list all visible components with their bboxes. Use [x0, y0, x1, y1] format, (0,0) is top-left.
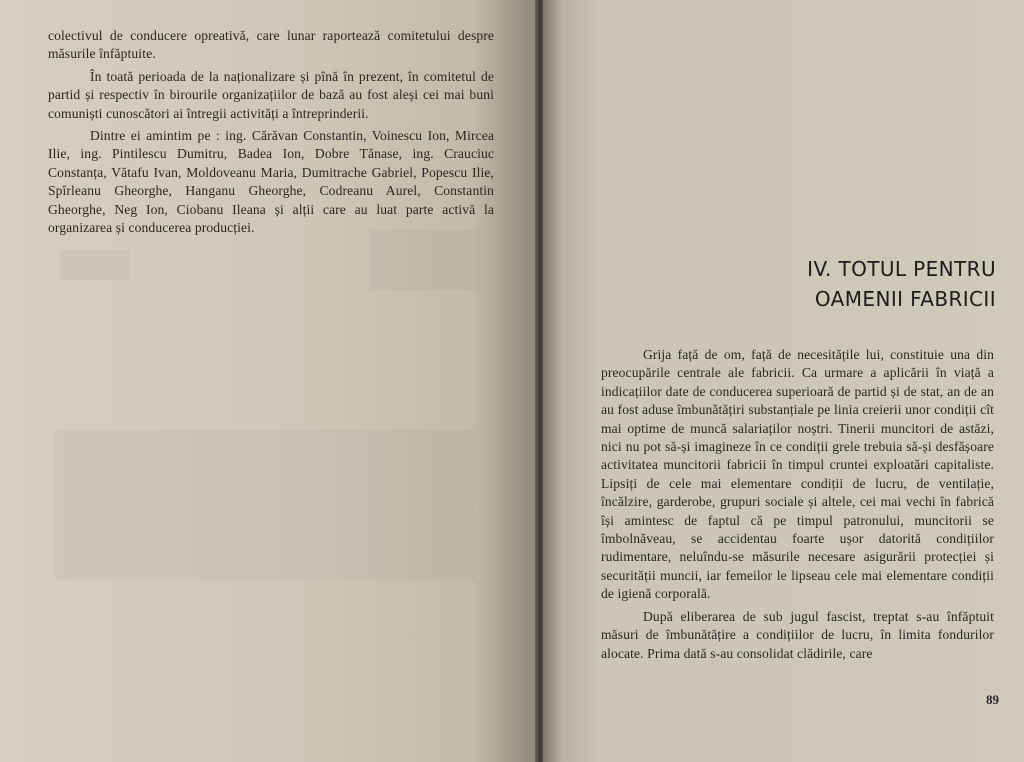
- paragraph: Grija față de om, față de necesitățile lui, constituie una din preocupările centrale ale fabricii. Ca urmare a aplicării în viață a indicațiilor date de conducerea superioară de partid și de stat, an de an au fost aduse îmbunătățiri substanțiale pe linia creierii unor condiții cît mai optime de muncă salariaților noștri. Tinerii muncitori de astăzi, nici nu pot să-și imagineze în ce condiții grele trebuia să-și desfășoare activitatea muncitorii fabricii în timpul cruntei exploatări capitaliste. Lipsiți de cele mai elementare condiții de lucru, de ventilație, încălzire, garderobe, grupuri sociale și altele, cei mai vechi în fabrică își amintesc de faptul că pe timpul patronului, muncitorii se îmbolnăveau, se accidentau foarte ușor datorită condițiilor rudimentare, neluîndu-se măsurile necesare asigurării protecției și securității muncii, iar femeilor le lipseau cele mai elementare condiții de igienă corporală.: [601, 347, 994, 602]
- chapter-heading: [733, 254, 996, 314]
- paragraph: În toată perioada de la naționalizare și pînă în prezent, în comitetul de partid și respectiv în birourile organizațiilor de bază au fost aleși cei mai buni comuniști cunoscători ai întregii activități a întreprinderii.: [48, 68, 494, 121]
- paragraph: colectivul de conducere opreativă, care lunar raportează comitetului despre măsurile înfăptuite.: [48, 28, 494, 62]
- show-through-shadow: [60, 250, 130, 280]
- chapter-heading-line: OAMENII FABRICII: [814, 287, 996, 311]
- right-page-text: [601, 346, 994, 667]
- show-through-shadow: [55, 430, 475, 580]
- paragraph: Dintre ei amintim pe : ing. Cărăvan Constantin, Voinescu Ion, Mircea Ilie, ing. Pintilescu Dumitru, Badea Ion, Dobre Tănase, ing. Crauciuc Constanța, Vătafu Ivan, Moldoveanu Maria, Dumitrache Gabriel, Popescu Ilie, Spîrleanu Gheorghe, Hanganu Gheorghe, Codreanu Aurel, Constantin Gheorghe, Neg Ion, Ciobanu Ileana și alții care au luat parte activă la organizarea și conducerea producției.: [48, 128, 494, 236]
- left-page-text: [48, 27, 494, 241]
- right-page: [543, 0, 1024, 762]
- chapter-heading-line: IV. TOTUL PENTRU: [807, 257, 996, 281]
- page-number: 89: [986, 692, 999, 707]
- paragraph: După eliberarea de sub jugul fascist, treptat s-au înfăptuit măsuri de îmbunătățire a condițiilor de lucru, în limita fondurilor alocate. Prima dată s-au consolidat clădirile, care: [601, 608, 994, 661]
